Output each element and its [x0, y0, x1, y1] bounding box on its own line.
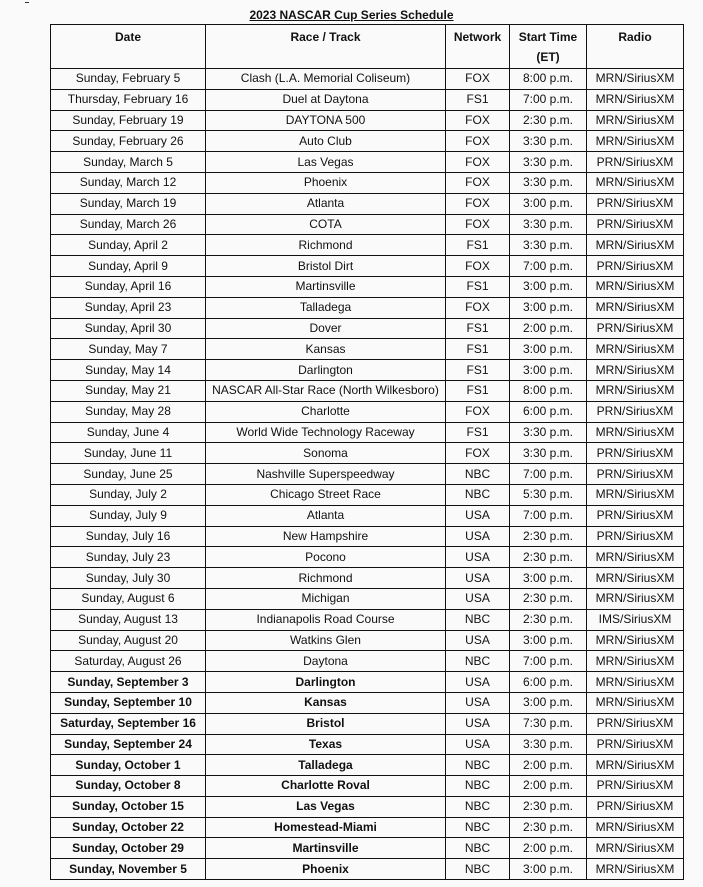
table-row: [51, 838, 684, 859]
time-cell: 3:00 p.m.: [510, 859, 587, 880]
race-cell: Atlanta: [206, 193, 446, 214]
date-cell: Sunday, May 14: [51, 360, 206, 381]
radio-cell: MRN/SiriusXM: [587, 651, 684, 672]
date-cell: Sunday, April 2: [51, 235, 206, 256]
date-cell: Sunday, July 23: [51, 547, 206, 568]
time-cell: 3:00 p.m.: [510, 568, 587, 589]
race-cell: Richmond: [206, 568, 446, 589]
radio-cell: PRN/SiriusXM: [587, 526, 684, 547]
radio-cell: MRN/SiriusXM: [587, 276, 684, 297]
table-row: [51, 672, 684, 693]
header-race: Race / Track: [206, 25, 446, 69]
table-row: [51, 172, 684, 193]
date-cell: Sunday, April 9: [51, 256, 206, 277]
time-cell: 2:30 p.m.: [510, 526, 587, 547]
radio-cell: MRN/SiriusXM: [587, 422, 684, 443]
race-cell: Charlotte Roval: [206, 776, 446, 797]
race-cell: Phoenix: [206, 859, 446, 880]
table-row: [51, 443, 684, 464]
date-cell: Sunday, March 5: [51, 152, 206, 173]
network-cell: NBC: [446, 464, 510, 485]
race-cell: Duel at Daytona: [206, 89, 446, 110]
race-cell: Clash (L.A. Memorial Coliseum): [206, 69, 446, 90]
time-cell: 2:30 p.m.: [510, 547, 587, 568]
table-row: [51, 339, 684, 360]
radio-cell: PRN/SiriusXM: [587, 193, 684, 214]
race-cell: COTA: [206, 214, 446, 235]
table-row: [51, 110, 684, 131]
table-row: [51, 734, 684, 755]
time-cell: 3:00 p.m.: [510, 692, 587, 713]
table-row: [51, 464, 684, 485]
network-cell: FOX: [446, 443, 510, 464]
header-date: Date: [51, 25, 206, 69]
date-cell: Saturday, September 16: [51, 713, 206, 734]
date-cell: Sunday, October 15: [51, 796, 206, 817]
radio-cell: PRN/SiriusXM: [587, 776, 684, 797]
date-cell: Sunday, July 30: [51, 568, 206, 589]
race-cell: Richmond: [206, 235, 446, 256]
time-cell: 2:30 p.m.: [510, 796, 587, 817]
date-cell: Sunday, July 2: [51, 484, 206, 505]
date-cell: Sunday, September 24: [51, 734, 206, 755]
time-cell: 3:00 p.m.: [510, 339, 587, 360]
network-cell: USA: [446, 568, 510, 589]
date-cell: Sunday, July 9: [51, 505, 206, 526]
race-cell: Phoenix: [206, 172, 446, 193]
table-row: [51, 817, 684, 838]
date-cell: Sunday, July 16: [51, 526, 206, 547]
header-start-time: Start Time (ET): [510, 25, 587, 69]
time-cell: 6:00 p.m.: [510, 401, 587, 422]
date-cell: Sunday, March 26: [51, 214, 206, 235]
radio-cell: MRN/SiriusXM: [587, 859, 684, 880]
radio-cell: MRN/SiriusXM: [587, 692, 684, 713]
time-cell: 3:30 p.m.: [510, 152, 587, 173]
network-cell: FS1: [446, 318, 510, 339]
race-cell: Nashville Superspeedway: [206, 464, 446, 485]
time-cell: 3:00 p.m.: [510, 630, 587, 651]
race-cell: Indianapolis Road Course: [206, 609, 446, 630]
network-cell: FOX: [446, 193, 510, 214]
network-cell: USA: [446, 588, 510, 609]
schedule-table: [50, 24, 684, 880]
race-cell: Martinsville: [206, 838, 446, 859]
race-cell: Bristol: [206, 713, 446, 734]
network-cell: USA: [446, 630, 510, 651]
date-cell: Sunday, October 8: [51, 776, 206, 797]
page-title: [0, 8, 703, 22]
date-cell: Sunday, October 29: [51, 838, 206, 859]
radio-cell: PRN/SiriusXM: [587, 214, 684, 235]
network-cell: FS1: [446, 380, 510, 401]
network-cell: USA: [446, 505, 510, 526]
race-cell: Talladega: [206, 755, 446, 776]
race-cell: Michigan: [206, 588, 446, 609]
race-cell: Darlington: [206, 672, 446, 693]
time-cell: 2:00 p.m.: [510, 776, 587, 797]
time-cell: 2:30 p.m.: [510, 110, 587, 131]
race-cell: Daytona: [206, 651, 446, 672]
race-cell: Kansas: [206, 692, 446, 713]
table-row: [51, 193, 684, 214]
radio-cell: MRN/SiriusXM: [587, 484, 684, 505]
table-row: [51, 568, 684, 589]
race-cell: Dover: [206, 318, 446, 339]
table-row: [51, 796, 684, 817]
date-cell: Sunday, October 22: [51, 817, 206, 838]
radio-cell: PRN/SiriusXM: [587, 464, 684, 485]
date-cell: Sunday, April 30: [51, 318, 206, 339]
header-row: [51, 25, 684, 69]
table-row: [51, 318, 684, 339]
network-cell: FS1: [446, 235, 510, 256]
time-cell: 2:30 p.m.: [510, 609, 587, 630]
table-row: [51, 360, 684, 381]
radio-cell: MRN/SiriusXM: [587, 69, 684, 90]
network-cell: FOX: [446, 214, 510, 235]
time-cell: 3:30 p.m.: [510, 422, 587, 443]
date-cell: Sunday, May 28: [51, 401, 206, 422]
date-cell: Sunday, February 19: [51, 110, 206, 131]
race-cell: Chicago Street Race: [206, 484, 446, 505]
table-row: [51, 276, 684, 297]
network-cell: FOX: [446, 172, 510, 193]
radio-cell: MRN/SiriusXM: [587, 547, 684, 568]
radio-cell: PRN/SiriusXM: [587, 734, 684, 755]
date-cell: Sunday, August 20: [51, 630, 206, 651]
radio-cell: PRN/SiriusXM: [587, 713, 684, 734]
time-cell: 3:30 p.m.: [510, 443, 587, 464]
network-cell: FS1: [446, 422, 510, 443]
date-cell: Sunday, September 10: [51, 692, 206, 713]
radio-cell: MRN/SiriusXM: [587, 89, 684, 110]
time-cell: 3:30 p.m.: [510, 734, 587, 755]
time-cell: 5:30 p.m.: [510, 484, 587, 505]
table-row: [51, 131, 684, 152]
table-row: [51, 859, 684, 880]
radio-cell: PRN/SiriusXM: [587, 505, 684, 526]
date-cell: Sunday, June 4: [51, 422, 206, 443]
table-row: [51, 692, 684, 713]
time-cell: 2:00 p.m.: [510, 838, 587, 859]
radio-cell: MRN/SiriusXM: [587, 672, 684, 693]
network-cell: USA: [446, 734, 510, 755]
race-cell: New Hampshire: [206, 526, 446, 547]
radio-cell: MRN/SiriusXM: [587, 568, 684, 589]
radio-cell: MRN/SiriusXM: [587, 838, 684, 859]
network-cell: FS1: [446, 360, 510, 381]
network-cell: NBC: [446, 776, 510, 797]
race-cell: Bristol Dirt: [206, 256, 446, 277]
table-row: [51, 89, 684, 110]
table-row: [51, 235, 684, 256]
race-cell: Pocono: [206, 547, 446, 568]
time-cell: 2:30 p.m.: [510, 817, 587, 838]
header-network: Network: [446, 25, 510, 69]
table-row: [51, 256, 684, 277]
date-cell: Sunday, March 19: [51, 193, 206, 214]
time-cell: 8:00 p.m.: [510, 69, 587, 90]
radio-cell: PRN/SiriusXM: [587, 318, 684, 339]
time-cell: 6:00 p.m.: [510, 672, 587, 693]
header-radio: Radio: [587, 25, 684, 69]
race-cell: Martinsville: [206, 276, 446, 297]
table-row: [51, 776, 684, 797]
date-cell: Sunday, May 21: [51, 380, 206, 401]
race-cell: Atlanta: [206, 505, 446, 526]
date-cell: Sunday, April 16: [51, 276, 206, 297]
network-cell: FOX: [446, 401, 510, 422]
network-cell: NBC: [446, 859, 510, 880]
time-cell: 3:30 p.m.: [510, 172, 587, 193]
time-cell: 7:00 p.m.: [510, 256, 587, 277]
race-cell: Texas: [206, 734, 446, 755]
title-text: 2023 NASCAR Cup Series Schedule: [249, 8, 454, 22]
date-cell: Sunday, October 1: [51, 755, 206, 776]
radio-cell: MRN/SiriusXM: [587, 297, 684, 318]
network-cell: USA: [446, 526, 510, 547]
radio-cell: MRN/SiriusXM: [587, 630, 684, 651]
date-cell: Sunday, March 12: [51, 172, 206, 193]
date-cell: Saturday, August 26: [51, 651, 206, 672]
table-row: [51, 588, 684, 609]
race-cell: NASCAR All-Star Race (North Wilkesboro): [206, 380, 446, 401]
time-cell: 3:30 p.m.: [510, 214, 587, 235]
radio-cell: MRN/SiriusXM: [587, 235, 684, 256]
table-row: [51, 547, 684, 568]
network-cell: FOX: [446, 152, 510, 173]
radio-cell: MRN/SiriusXM: [587, 817, 684, 838]
time-cell: 3:00 p.m.: [510, 276, 587, 297]
network-cell: NBC: [446, 609, 510, 630]
table-row: [51, 401, 684, 422]
date-cell: Sunday, June 11: [51, 443, 206, 464]
time-cell: 3:00 p.m.: [510, 360, 587, 381]
table-row: [51, 526, 684, 547]
network-cell: NBC: [446, 651, 510, 672]
table-row: [51, 713, 684, 734]
table-row: [51, 505, 684, 526]
race-cell: DAYTONA 500: [206, 110, 446, 131]
time-cell: 3:00 p.m.: [510, 193, 587, 214]
date-cell: Sunday, February 26: [51, 131, 206, 152]
radio-cell: MRN/SiriusXM: [587, 360, 684, 381]
network-cell: NBC: [446, 796, 510, 817]
radio-cell: MRN/SiriusXM: [587, 755, 684, 776]
race-cell: Talladega: [206, 297, 446, 318]
network-cell: FOX: [446, 110, 510, 131]
time-cell: 7:00 p.m.: [510, 89, 587, 110]
network-cell: FS1: [446, 89, 510, 110]
time-cell: 3:30 p.m.: [510, 131, 587, 152]
network-cell: USA: [446, 672, 510, 693]
network-cell: USA: [446, 547, 510, 568]
network-cell: FS1: [446, 339, 510, 360]
time-cell: 2:30 p.m.: [510, 588, 587, 609]
table-row: [51, 651, 684, 672]
date-cell: Sunday, September 3: [51, 672, 206, 693]
table-row: [51, 755, 684, 776]
radio-cell: MRN/SiriusXM: [587, 131, 684, 152]
time-cell: 3:30 p.m.: [510, 235, 587, 256]
table-row: [51, 380, 684, 401]
radio-cell: IMS/SiriusXM: [587, 609, 684, 630]
time-cell: 2:00 p.m.: [510, 318, 587, 339]
network-cell: NBC: [446, 817, 510, 838]
radio-cell: MRN/SiriusXM: [587, 110, 684, 131]
race-cell: Sonoma: [206, 443, 446, 464]
network-cell: USA: [446, 713, 510, 734]
network-cell: FS1: [446, 276, 510, 297]
radio-cell: MRN/SiriusXM: [587, 339, 684, 360]
network-cell: FOX: [446, 131, 510, 152]
race-cell: Charlotte: [206, 401, 446, 422]
radio-cell: PRN/SiriusXM: [587, 443, 684, 464]
network-cell: NBC: [446, 484, 510, 505]
time-cell: 8:00 p.m.: [510, 380, 587, 401]
race-cell: Las Vegas: [206, 152, 446, 173]
radio-cell: PRN/SiriusXM: [587, 256, 684, 277]
radio-cell: PRN/SiriusXM: [587, 401, 684, 422]
race-cell: Kansas: [206, 339, 446, 360]
radio-cell: MRN/SiriusXM: [587, 380, 684, 401]
date-cell: Sunday, June 25: [51, 464, 206, 485]
network-cell: NBC: [446, 838, 510, 859]
radio-cell: MRN/SiriusXM: [587, 172, 684, 193]
network-cell: FOX: [446, 256, 510, 277]
date-cell: Sunday, February 5: [51, 69, 206, 90]
race-cell: Homestead-Miami: [206, 817, 446, 838]
network-cell: FOX: [446, 297, 510, 318]
radio-cell: PRN/SiriusXM: [587, 796, 684, 817]
time-cell: 3:00 p.m.: [510, 297, 587, 318]
radio-cell: PRN/SiriusXM: [587, 152, 684, 173]
date-cell: Sunday, May 7: [51, 339, 206, 360]
race-cell: Las Vegas: [206, 796, 446, 817]
table-row: [51, 422, 684, 443]
table-row: [51, 69, 684, 90]
corner-mark: [25, 2, 29, 3]
race-cell: Auto Club: [206, 131, 446, 152]
time-cell: 7:00 p.m.: [510, 464, 587, 485]
race-cell: Darlington: [206, 360, 446, 381]
table-row: [51, 297, 684, 318]
table-row: [51, 484, 684, 505]
time-cell: 7:00 p.m.: [510, 505, 587, 526]
race-cell: Watkins Glen: [206, 630, 446, 651]
radio-cell: MRN/SiriusXM: [587, 588, 684, 609]
table-row: [51, 214, 684, 235]
date-cell: Sunday, April 23: [51, 297, 206, 318]
table-row: [51, 630, 684, 651]
date-cell: Sunday, November 5: [51, 859, 206, 880]
race-cell: World Wide Technology Raceway: [206, 422, 446, 443]
time-cell: 7:30 p.m.: [510, 713, 587, 734]
date-cell: Sunday, August 6: [51, 588, 206, 609]
date-cell: Thursday, February 16: [51, 89, 206, 110]
time-cell: 2:00 p.m.: [510, 755, 587, 776]
table-row: [51, 152, 684, 173]
time-cell: 7:00 p.m.: [510, 651, 587, 672]
network-cell: FOX: [446, 69, 510, 90]
network-cell: NBC: [446, 755, 510, 776]
network-cell: USA: [446, 692, 510, 713]
date-cell: Sunday, August 13: [51, 609, 206, 630]
table-row: [51, 609, 684, 630]
